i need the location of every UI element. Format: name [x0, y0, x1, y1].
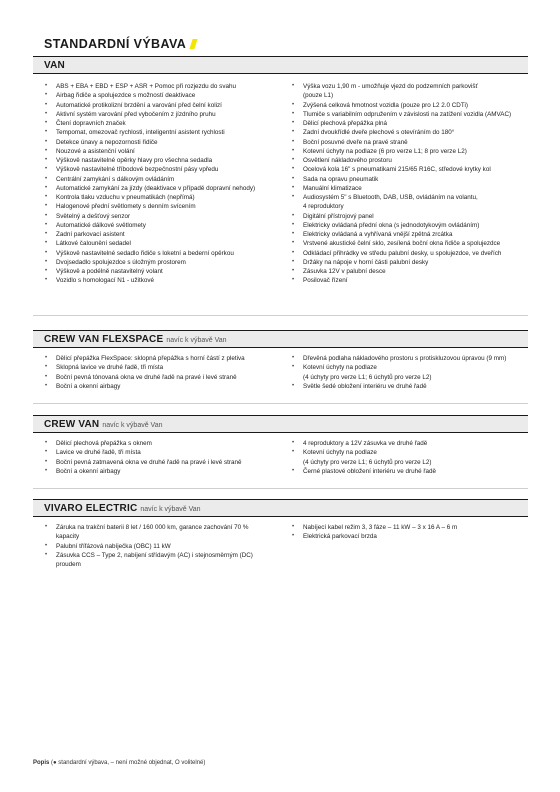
feature-item: • Sklopná lavice ve druhé řadě, tři místa [44, 363, 284, 372]
feature-item: • Kotevní úchyty na podlaze [291, 363, 531, 372]
right-feature-list [291, 354, 531, 391]
feature-item: (pouze L1) [303, 92, 334, 100]
legend-label: Popis [33, 760, 50, 766]
feature-item: • Zásuvka 12V v palubní desce [291, 267, 531, 276]
feature-item: • Dělicí plechová přepážka plná [291, 119, 531, 128]
feature-item: • Automatické zamykání za jízdy (deaktivace v případě dopravní nehody) [44, 184, 284, 193]
section-crew-van [33, 415, 528, 475]
feature-item: • Automatické dálkové světlomety [44, 221, 284, 230]
feature-item: • Látkové čalounění sedadel [44, 239, 284, 248]
feature-item: • Boční pevná zatmavená okna ve druhé řadě na pravé i levé straně [44, 458, 284, 467]
section-title: CREW VAN navíc k výbavě Van [44, 419, 163, 430]
feature-item: • Zadní dvoukřídlé dveře plechové s otevíráním do 180° [291, 128, 531, 137]
section-header [33, 56, 528, 74]
feature-item: • Držáky na nápoje v horní části palubní desky [291, 258, 531, 267]
accent-slash-icon [190, 39, 198, 49]
right-feature-list [291, 82, 531, 286]
feature-item: (4 úchyty pro verze L1; 6 úchytů pro verze L2) [303, 373, 432, 381]
section-title: VIVARO ELECTRIC navíc k výbavě Van [44, 503, 201, 514]
feature-item: • Kotevní úchyty na podlaze (6 pro verze L1; 8 pro verze L2) [291, 147, 531, 156]
feature-item: • Aktivní systém varování před vybočením z jízdního pruhu [44, 110, 284, 119]
feature-item: • Zvýšená celková hmotnost vozidla (pouze pro L2 2.0 CDTi) [291, 101, 531, 110]
section-van [33, 56, 528, 285]
feature-item: kapacity [56, 533, 80, 541]
feature-item: • Ocelová kola 16" s pneumatikami 215/65 R16C, středové krytky kol [291, 165, 531, 174]
feature-item: • Airbag řidiče a spolujezdce s možností deaktivace [44, 91, 284, 100]
feature-item: • Halogenové přední světlomety s denním svícením [44, 202, 284, 211]
section-subtitle: navíc k výbavě Van [140, 506, 201, 513]
feature-item: • Audiosystém 5" s Bluetooth, DAB, USB, ovládáním na volantu, [291, 193, 531, 202]
feature-item: • Nabíjecí kabel režim 3, 3 fáze – 11 kW – 3 x 16 A – 6 m [291, 523, 531, 532]
feature-item: • Automatické protikolizní brzdění a varování před čelní kolizí [44, 101, 284, 110]
section-header [33, 499, 528, 517]
left-feature-list [44, 523, 284, 569]
feature-item: • Tempomat, omezovač rychlosti, inteligentní asistent rychlosti [44, 128, 284, 137]
feature-item: • Centrální zamykání s dálkovým ovládáním [44, 175, 284, 184]
feature-item: • Elektricky ovládaná přední okna (s jednodotykovým ovládáním) [291, 221, 531, 230]
feature-item: • Elektricky ovládaná a vyhřívaná vnější zpětná zrcátka [291, 230, 531, 239]
feature-item: • Dělicí přepážka FlexSpace: sklopná přepážka s horní částí z pletiva [44, 354, 284, 363]
feature-item: • Zásuvka CCS – Type 2, nabíjení střídavým (AC) i stejnosměrným (DC) [44, 551, 284, 560]
feature-item: • Lavice ve druhé řadě, tři místa [44, 448, 284, 457]
feature-item: • Dvojsedadlo spolujezdce s úložným prostorem [44, 258, 284, 267]
feature-item: • Boční a okenní airbagy [44, 467, 284, 476]
feature-item: • Výškově nastavitelné sedadlo řidiče s loketní a bederní opěrkou [44, 249, 284, 258]
feature-item: • Boční posuvné dveře na pravé straně [291, 138, 531, 147]
left-feature-list [44, 82, 284, 286]
feature-item: • Výškově nastavitelné opěrky hlavy pro všechna sedadla [44, 156, 284, 165]
feature-item: • Černé plastové obložení interiéru ve druhé řadě [291, 467, 531, 476]
feature-item: • Vrstvené akustické čelní sklo, zesílená boční okna řidiče a spolujezdce [291, 239, 531, 248]
section-vivaro-electric [33, 499, 528, 568]
feature-item: • Sada na opravu pneumatik [291, 175, 531, 184]
feature-item: • Posilovač řízení [291, 276, 531, 285]
feature-item: • Osvětlení nákladového prostoru [291, 156, 531, 165]
feature-item: • ABS + EBA + EBD + ESP + ASR + Pomoc při rozjezdu do svahu [44, 82, 284, 91]
feature-item: 4 reproduktory [303, 203, 344, 211]
section-divider [33, 403, 528, 404]
feature-item: • Elektrická parkovací brzda [291, 532, 531, 541]
feature-item: • Nouzové a asistenční volání [44, 147, 284, 156]
feature-item: • Záruka na trakční baterii 8 let / 160 000 km, garance zachování 70 % [44, 523, 284, 532]
feature-item: • Palubní třífázová nabíječka (OBC) 11 kW [44, 542, 284, 551]
right-feature-list [291, 523, 531, 542]
feature-item: • Boční a okenní airbagy [44, 382, 284, 391]
left-feature-list [44, 439, 284, 476]
feature-item: • Světle šedé obložení interiéru ve druhé řadě [291, 382, 531, 391]
feature-item: • Čtení dopravních značek [44, 119, 284, 128]
section-divider [33, 315, 528, 316]
section-header [33, 415, 528, 433]
feature-item: • Dřevěná podlaha nákladového prostoru s protiskluzovou úpravou (9 mm) [291, 354, 531, 363]
feature-item: • Světelný a dešťový senzor [44, 212, 284, 221]
legend [33, 760, 205, 766]
feature-item: • 4 reproduktory a 12V zásuvka ve druhé řadě [291, 439, 531, 448]
feature-item: • Výškově nastavitelné tříbodové bezpečnostní pásy vpředu [44, 165, 284, 174]
feature-item: • Vozidlo s homologací N1 - užitkové [44, 276, 284, 285]
section-header [33, 330, 528, 348]
section-title: VAN [44, 60, 65, 71]
section-crew-van-flexspace [33, 330, 528, 390]
feature-item: • Detekce únavy a nepozornosti řidiče [44, 138, 284, 147]
feature-item: • Dělicí plechová přepážka s oknem [44, 439, 284, 448]
section-divider [33, 488, 528, 489]
feature-item: • Tlumiče s variabilním odpružením v závislosti na zatížení vozidla (AMVAC) [291, 110, 531, 119]
section-title: CREW VAN FLEXSPACE navíc k výbavě Van [44, 334, 227, 345]
feature-item: • Boční pevná tónovaná okna ve druhé řadě na pravé i levé straně [44, 373, 284, 382]
feature-item: • Digitální přístrojový panel [291, 212, 531, 221]
feature-item: proudem [56, 561, 81, 568]
feature-item: • Odkládací přihrádky ve středu palubní desky, u spolujezdce, ve dveřích [291, 249, 531, 258]
section-subtitle: navíc k výbavě Van [166, 337, 227, 344]
feature-item: • Zadní parkovací asistent [44, 230, 284, 239]
feature-item: • Výška vozu 1,90 m - umožňuje vjezd do podzemních parkovišť [291, 82, 531, 91]
feature-item: • Výškově a podélně nastavitelný volant [44, 267, 284, 276]
section-subtitle: navíc k výbavě Van [102, 422, 163, 429]
feature-item: • Kotevní úchyty na podlaze [291, 448, 531, 457]
page-title: STANDARDNÍ VÝBAVA [44, 37, 196, 51]
left-feature-list [44, 354, 284, 391]
feature-item: • Kontrola tlaku vzduchu v pneumatikách (nepřímá) [44, 193, 284, 202]
feature-item: • Manuální klimatizace [291, 184, 531, 193]
legend-text: (● standardní výbava, – není možné objednat, O volitelné) [51, 760, 206, 766]
right-feature-list [291, 439, 531, 476]
feature-item: (4 úchyty pro verze L1; 6 úchytů pro verze L2) [303, 458, 432, 466]
